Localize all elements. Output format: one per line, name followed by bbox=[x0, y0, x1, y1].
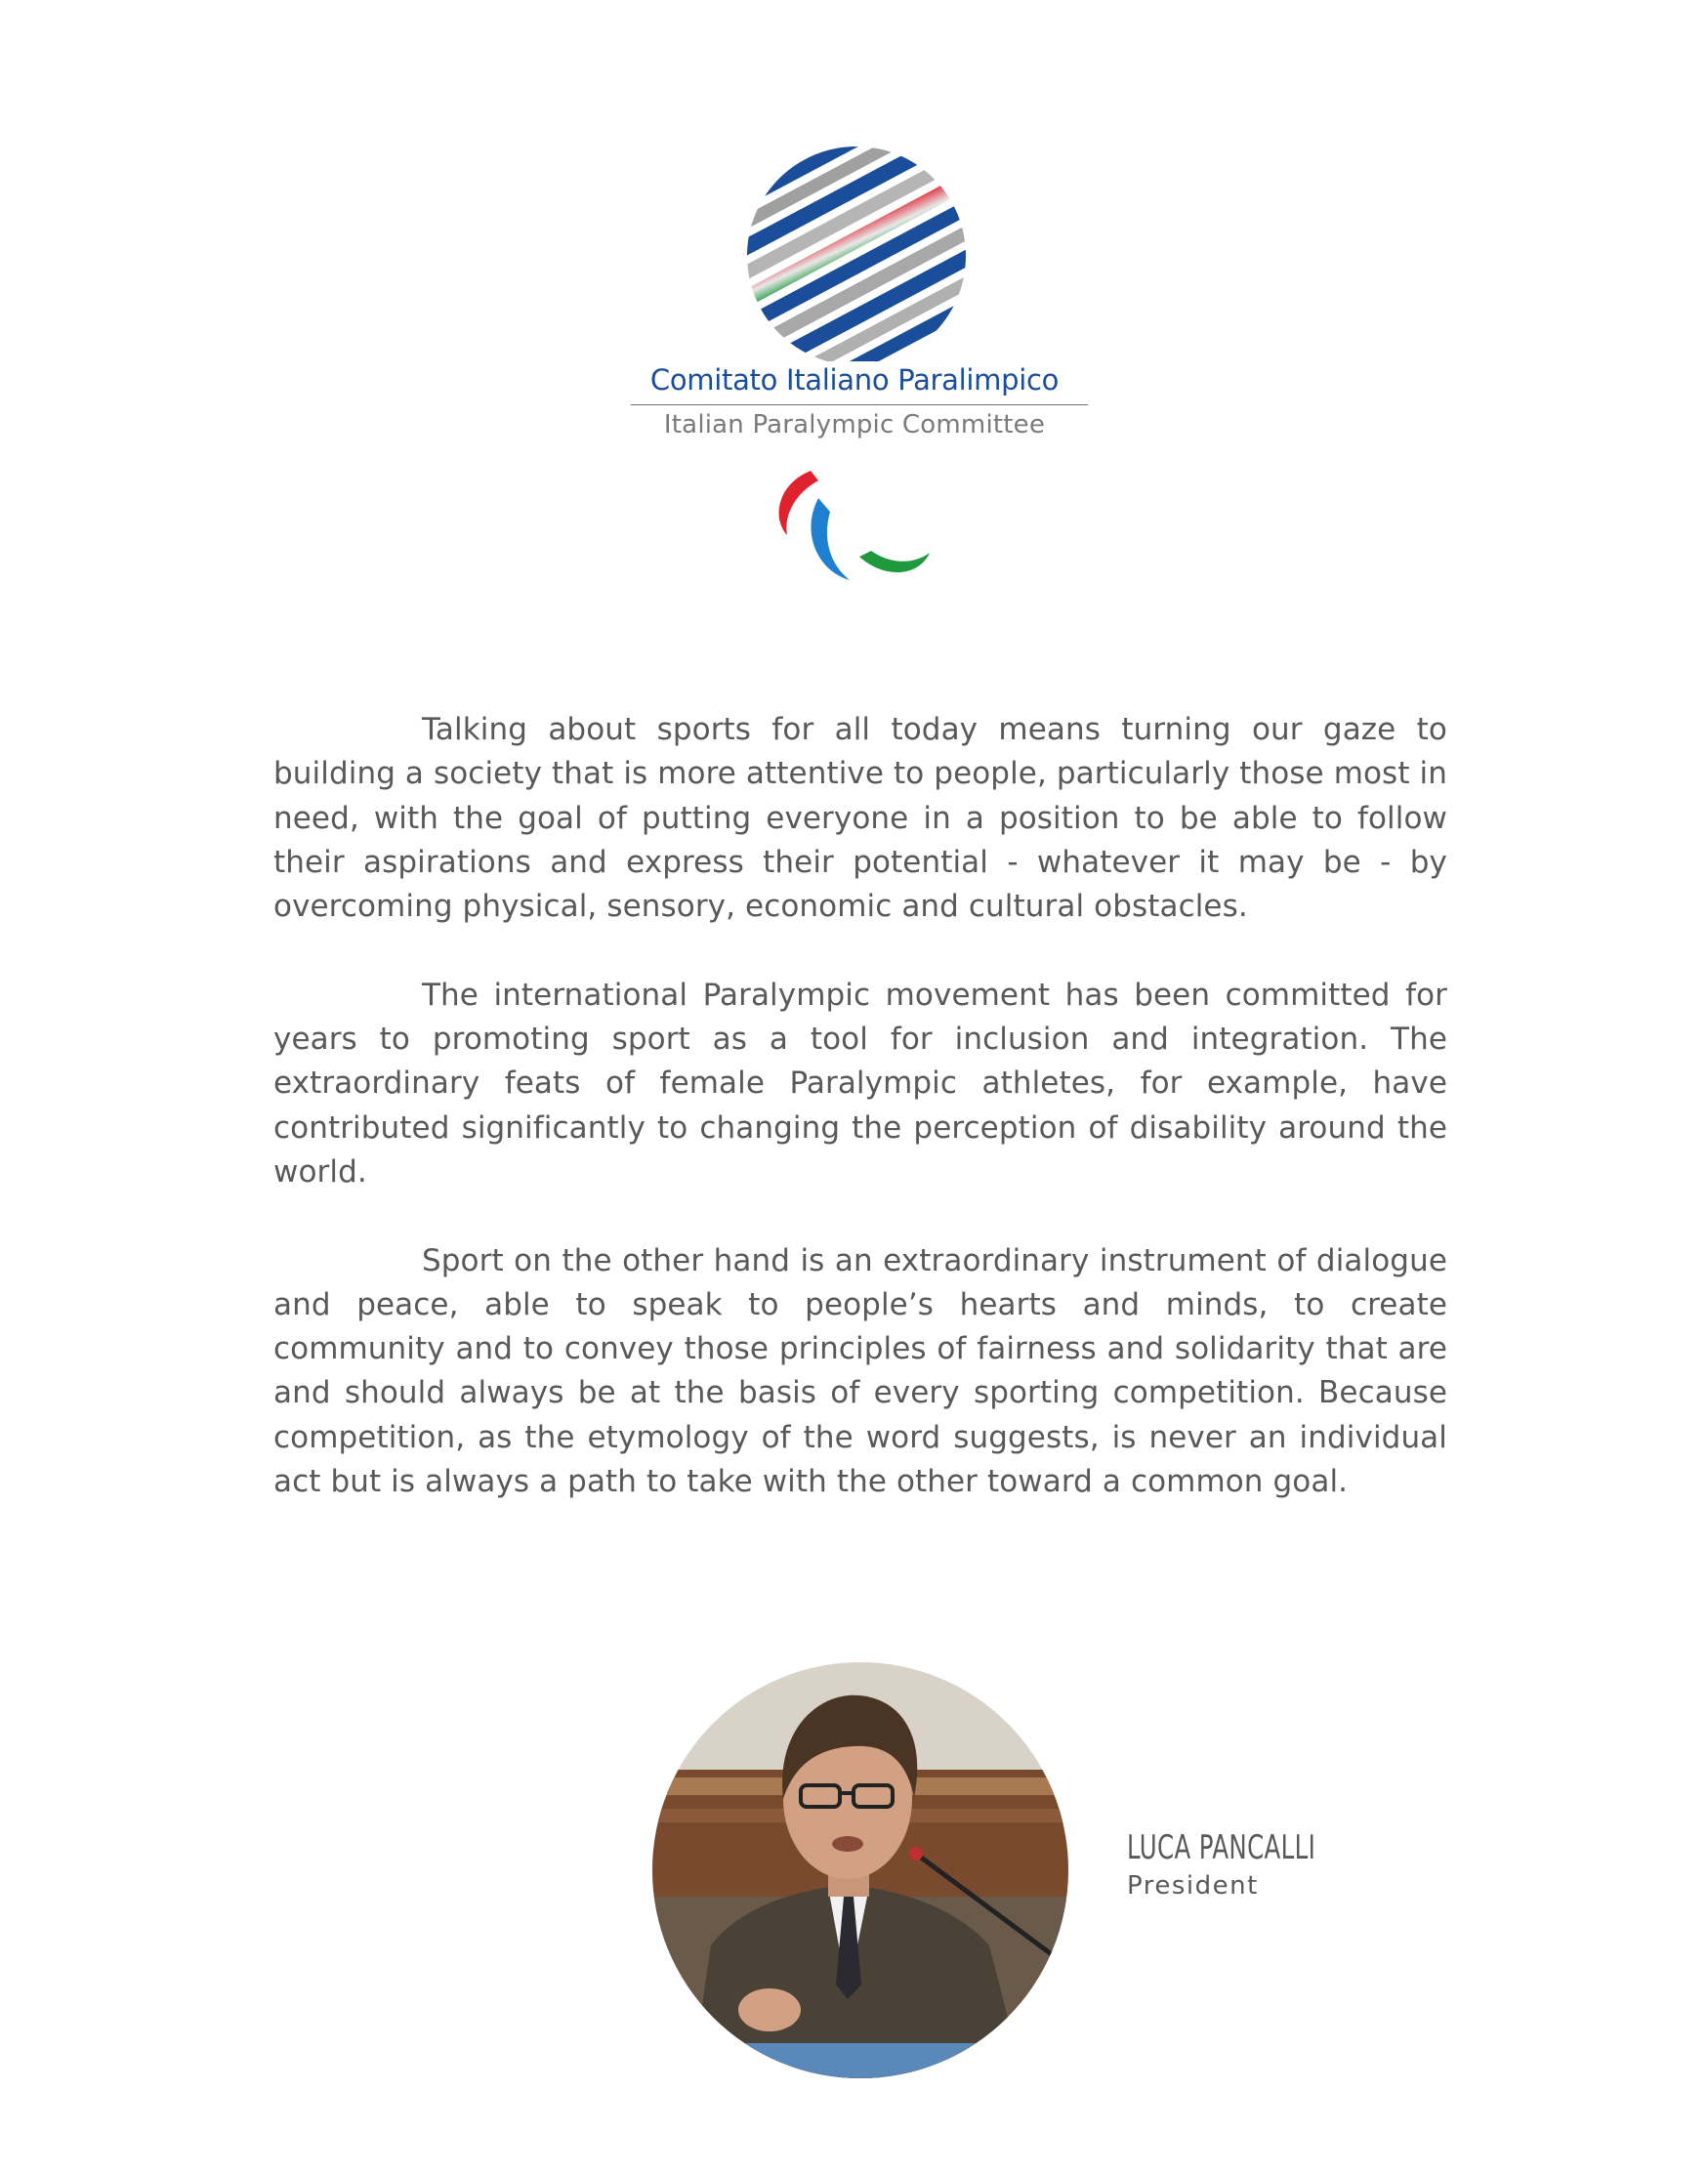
header-divider bbox=[631, 404, 1088, 405]
organization-name-english: Italian Paralympic Committee bbox=[663, 410, 1046, 439]
paragraph-2: The international Paralympic movement has been committed for years to promoting sport as a tool for inclusion and integration. The extraordinary feats of female Paralympic athletes, for example, have contributed significantly to changing the perception of disability around the world. bbox=[273, 977, 1447, 1190]
signatory-name: LUCA PANCALLI bbox=[1127, 1828, 1316, 1867]
organization-name: Comitato Italiano Paralimpico bbox=[649, 363, 1060, 397]
paralympic-agitos-icon bbox=[762, 463, 957, 609]
letter-body bbox=[273, 708, 1447, 1549]
speaker-portrait-photo bbox=[652, 1662, 1068, 2078]
paragraph-1: Talking about sports for all today means turning our gaze to building a society that is more attentive to people, particularly those most in need, with the goal of putting everyone in a position to be able to follow their aspirations and express their potential - whatever it may be - by overcoming physical, sensory, economic and cultural obstacles. bbox=[273, 712, 1447, 925]
paragraph-3: Sport on the other hand is an extraordinary instrument of dialogue and peace, able to speak to people’s hearts and minds, to create community and to convey those principles of fairness and solidarity that are and should always be at the basis of every sporting competition. Because competition, as the etymology of the word suggests, is never an individual act but is always a path to take with the other toward a common goal. bbox=[273, 1242, 1447, 1500]
signatory-title: President bbox=[1127, 1871, 1259, 1901]
